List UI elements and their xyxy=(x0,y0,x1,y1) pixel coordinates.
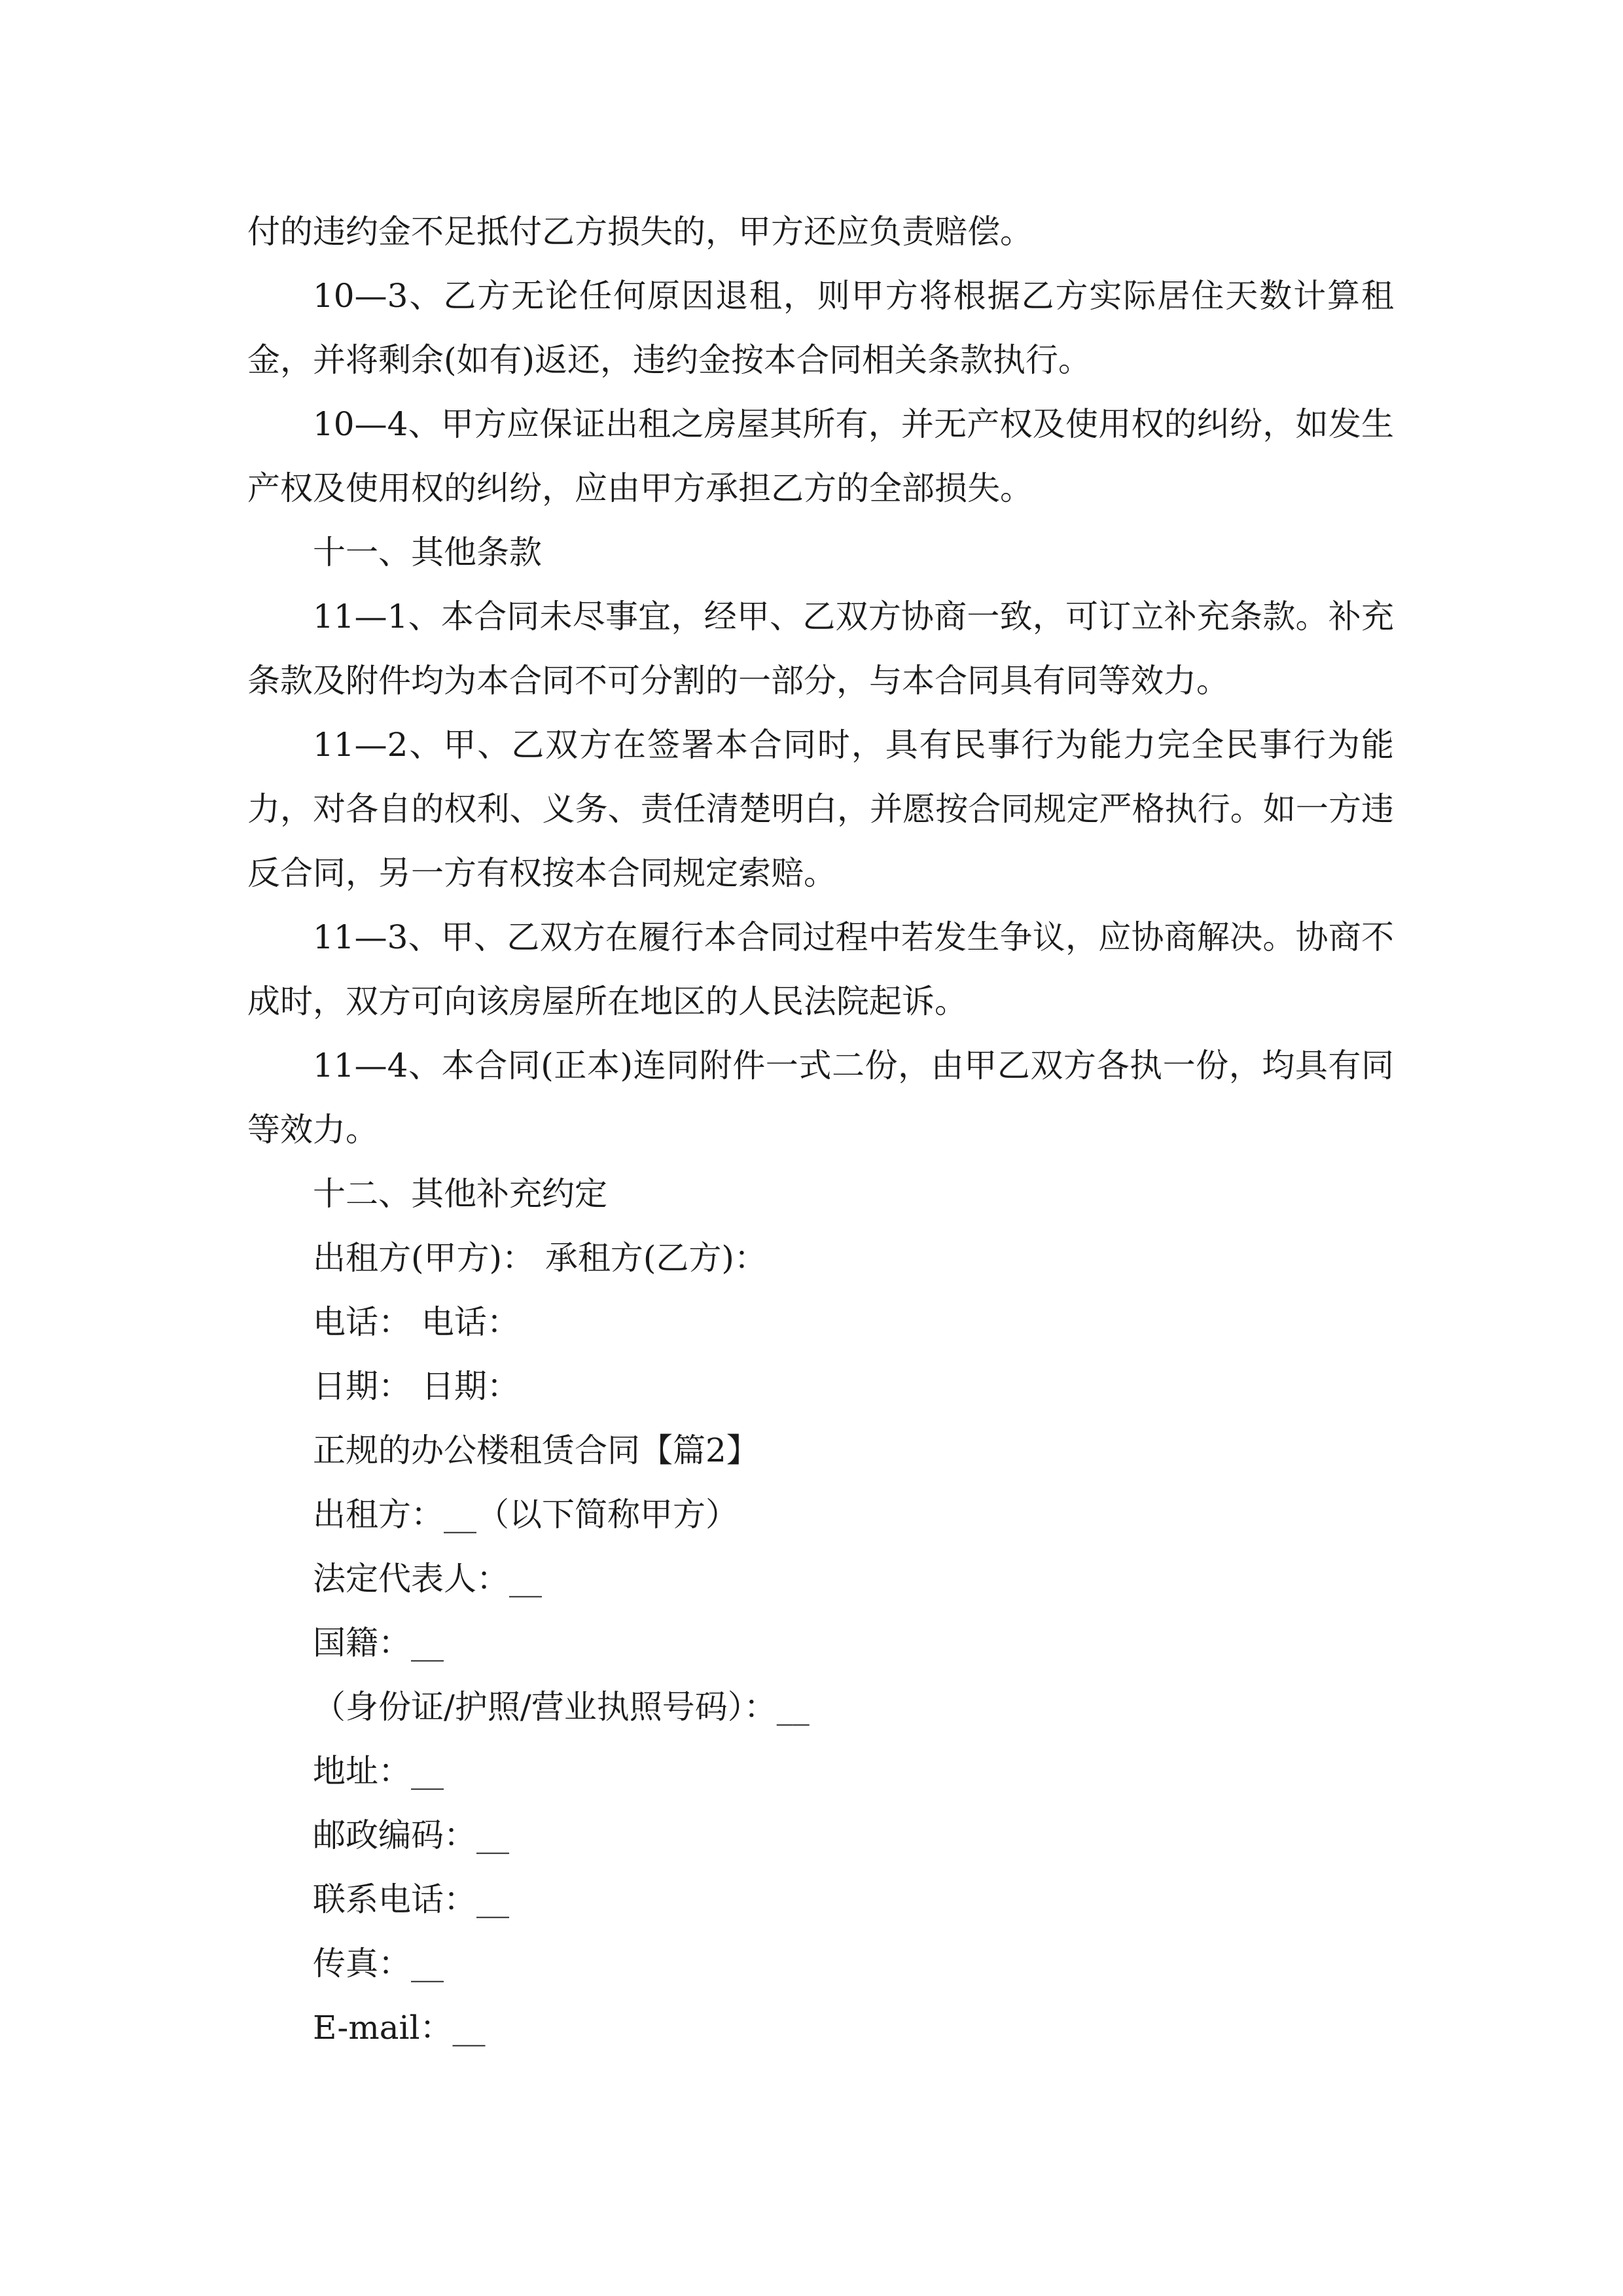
field-nationality: 国籍：__ xyxy=(313,1624,444,1662)
clause-11-4: 11—4、本合同(正本)连同附件一式二份，由甲乙双方各执一份，均具有同等效力。 xyxy=(247,1047,1394,1149)
field-fax: 传真：__ xyxy=(313,1945,444,1982)
clause-11-1: 11—1、本合同未尽事宜，经甲、乙双方协商一致，可订立补充条款。补充条款及附件均为本合同不可分割的一部分，与本合同具有同等效力。 xyxy=(247,598,1394,700)
document-body xyxy=(247,200,1394,2060)
clause-10-3: 10—3、乙方无论任何原因退租，则甲方将根据乙方实际居住天数计算租金，并将剩余(如有)返还，违约金按本合同相关条款执行。 xyxy=(247,277,1394,379)
field-id-number: （身份证/护照/营业执照号码）：__ xyxy=(313,1688,810,1726)
signature-phone-line: 电话： 电话： xyxy=(313,1303,520,1341)
field-postal-code: 邮政编码：__ xyxy=(313,1816,509,1854)
field-phone: 联系电话：__ xyxy=(313,1880,509,1918)
field-lessor: 出租方：__（以下简称甲方） xyxy=(313,1496,738,1534)
field-email: E-mail：__ xyxy=(313,2009,486,2047)
section-heading-11: 十一、其他条款 xyxy=(313,533,542,571)
paragraph: 付的违约金不足抵付乙方损失的，甲方还应负责赔偿。 xyxy=(247,213,1033,251)
clause-10-4: 10—4、甲方应保证出租之房屋其所有，并无产权及使用权的纠纷，如发生产权及使用权的纠纷，应由甲方承担乙方的全部损失。 xyxy=(247,405,1394,507)
signature-parties-line: 出租方(甲方)： 承租方(乙方)： xyxy=(313,1239,767,1277)
field-legal-representative: 法定代表人：__ xyxy=(313,1560,542,1598)
field-address: 地址：__ xyxy=(313,1752,444,1790)
clause-11-3: 11—3、甲、乙双方在履行本合同过程中若发生争议，应协商解决。协商不成时，双方可向该房屋所在地区的人民法院起诉。 xyxy=(247,918,1394,1020)
section-heading-12: 十二、其他补充约定 xyxy=(313,1175,607,1213)
signature-date-line: 日期： 日期： xyxy=(313,1367,520,1405)
clause-11-2: 11—2、甲、乙双方在签署本合同时，具有民事行为能力完全民事行为能力，对各自的权利、义务、责任清楚明白，并愿按合同规定严格执行。如一方违反合同，另一方有权按本合同规定索赔。 xyxy=(247,726,1394,892)
contract-title-part-2: 正规的办公楼租赁合同【篇2】 xyxy=(313,1431,759,1469)
